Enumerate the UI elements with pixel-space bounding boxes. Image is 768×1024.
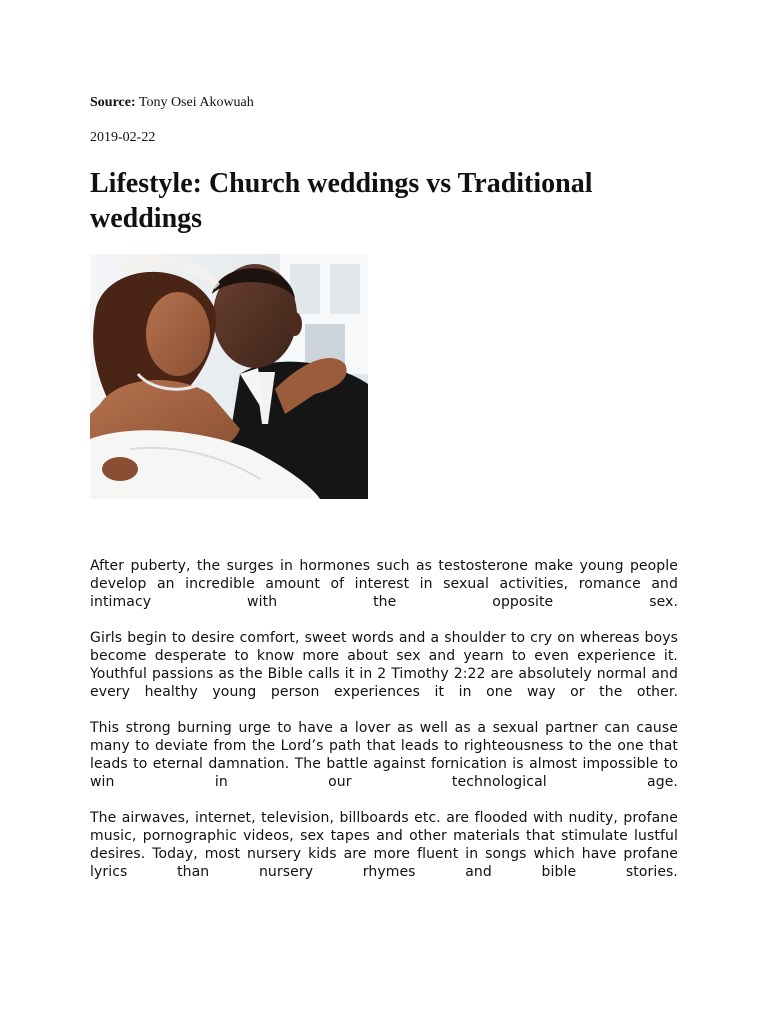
source-name: Tony Osei Akowuah: [138, 95, 254, 110]
paragraph-1: After puberty, the surges in hormones such as testosterone make young people develop an incredible amount of interest in sexual activities, romance and intimacy with the opposite sex.: [90, 558, 678, 610]
couple-photo: [90, 254, 368, 499]
article-body: [90, 557, 678, 899]
publish-date: 2019-02-22: [90, 130, 156, 145]
paragraph-2: Girls begin to desire comfort, sweet words and a shoulder to cry on whereas boys become desperate to know more about sex and yearn to even experience it. Youthful passions as the Bible calls it in 2 Timothy 2:22 are absolutely normal and every healthy young person experiences it in one way or the other.: [90, 630, 678, 700]
source-line: [90, 94, 254, 112]
couple-photo-illustration: [90, 254, 368, 499]
source-label: Source:: [90, 95, 136, 110]
article-title: Lifestyle: Church weddings vs Traditional weddings: [90, 168, 593, 234]
paragraph-3: This strong burning urge to have a lover as well as a sexual partner can cause many to deviate from the Lord’s path that leads to righteousness to the one that leads to eternal damnation. The battle against fornication is almost impossible to win in our technological age.: [90, 720, 678, 790]
paragraph-4: The airwaves, internet, television, billboards etc. are flooded with nudity, profane music, pornographic videos, sex tapes and other materials that stimulate lustful desires. Today, most nursery kids are more fluent in songs which have profane lyrics than nursery rhymes and bible stories.: [90, 810, 678, 880]
